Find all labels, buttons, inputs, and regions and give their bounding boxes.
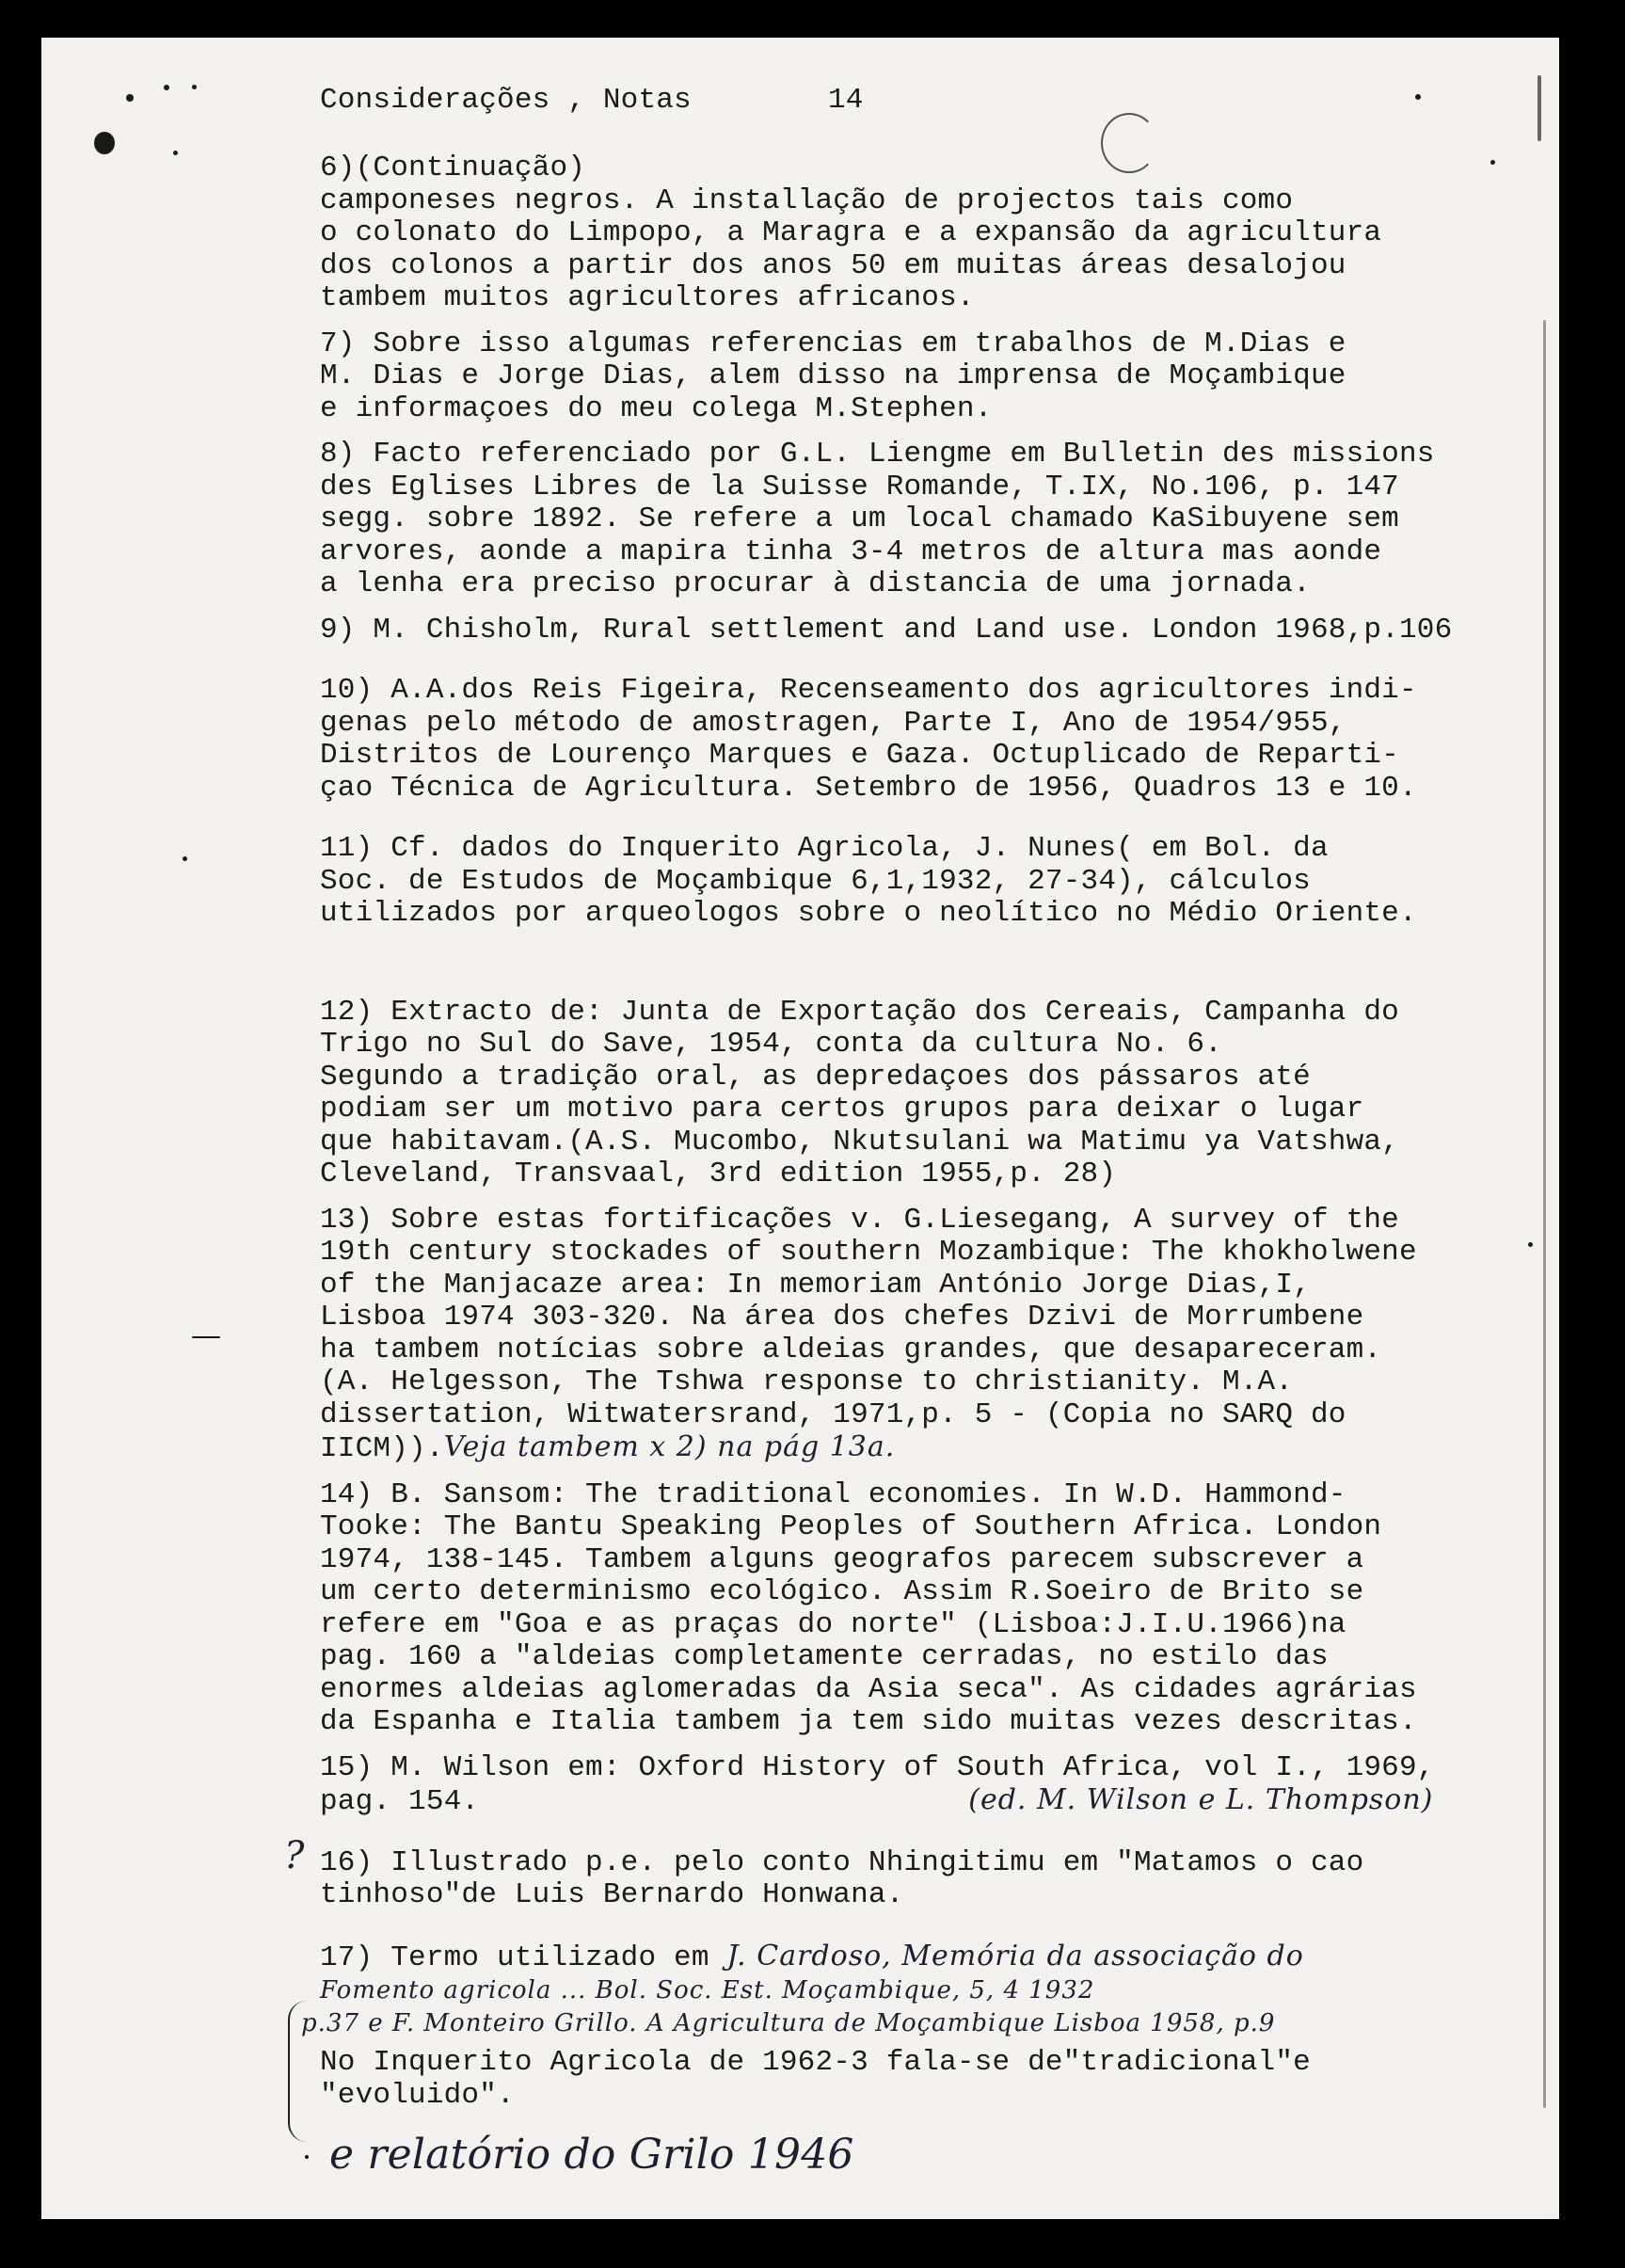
scan-speck [173,151,178,155]
note-line: "evoluido". [320,2078,515,2112]
handwritten-bracket [288,2001,309,2142]
scan-speck [183,856,187,861]
document-body [284,84,1559,2183]
scan-speck [192,1336,220,1338]
note-13 [320,1205,1559,1466]
note-line-start: 17) Termo utilizado em [320,1941,709,1974]
note-line: utilizados por arqueologos sobre o neolítico no Médio Oriente. [320,897,1417,930]
note-line: arvores, aonde a mapira tinha 3-4 metros de altura mas aonde [320,535,1382,568]
note-line: 9) M. Chisholm, Rural settlement and Land use. London 1968,p.106 [320,613,1453,647]
note-line: podiam ser um motivo para certos grupos para deixar o lugar [320,1093,1364,1126]
note-line: um certo determinismo ecológico. Assim R.Soeiro de Brito se [320,1575,1364,1608]
note-line: of the Manjacaze area: In memoriam António Jorge Dias,I, [320,1268,1311,1302]
document-page [41,38,1559,2219]
note-8 [320,439,1559,601]
page-title: Considerações , Notas [320,84,692,117]
note-line: (A. Helgesson, The Tshwa response to christianity. M.A. [320,1366,1294,1398]
note-12 [320,997,1559,1191]
note-16 [284,1833,1559,1912]
handwritten-annotation: Fomento agricola ... Bol. Soc. Est. Moçambique, 5, 4 1932 [320,1976,1095,2004]
note-line [320,1431,1559,1466]
page-number: 14 [828,84,864,117]
scan-speck [94,132,115,154]
note-line: o colonato do Limpopo, a Maragra e a expansão da agricultura [320,216,1382,249]
margin-question-mark: ? [284,1833,305,1877]
note-line: No Inquerito Agricola de 1962-3 fala-se de"tradicional"e [320,2046,1311,2079]
note-line-end: pag. 154. [320,1785,480,1818]
scan-speck [164,85,169,90]
note-7 [320,328,1559,426]
note-line: 12) Extracto de: Junta de Exportação dos Cereais, Campanha do [320,995,1399,1029]
note-10 [320,675,1559,805]
note-line: 10) A.A.dos Reis Figeira, Recenseamento dos agricultores indi- [320,674,1417,707]
page-header [320,85,1559,122]
note-line: enormes aldeias aglomeradas da Asia seca". As cidades agrárias [320,1672,1417,1706]
note-line: e informaçoes do meu colega M.Stephen. [320,391,993,425]
handwritten-annotation: J. Cardoso, Memória da associação do [726,1939,1304,1973]
note-line: 1974, 138-145. Tambem alguns geografos parecem subscrever a [320,1542,1364,1576]
note-9 [320,615,1559,647]
note-line: dos colonos a partir dos anos 50 em muitas áreas desalojou [320,248,1346,282]
note-line: M. Dias e Jorge Dias, alem disso na imprensa de Moçambique [320,359,1346,392]
note-line: refere em "Goa e as praças do norte" (Lisboa:J.I.U.1966)na [320,1607,1346,1641]
note-line: çao Técnica de Agricultura. Setembro de 1956, Quadros 13 e 10. [320,771,1417,805]
note-line: tinhoso"de Luis Bernardo Honwana. [320,1878,904,1911]
note-line: ha tambem notícias sobre aldeias grandes, que desapareceram. [320,1333,1382,1366]
note-line: a lenha era preciso procurar à distancia de uma jornada. [320,567,1311,600]
note-line: segg. sobre 1892. Se refere a um local chamado KaSibuyene sem [320,503,1399,535]
note-15 [320,1752,1559,1819]
note-line: 14) B. Sansom: The traditional economies. In W.D. Hammond- [320,1477,1346,1511]
note-line: da Espanha e Italia tambem ja tem sido muitas vezes descritas. [320,1705,1417,1738]
scan-speck [192,85,197,89]
note-line: Lisboa 1974 303-320. Na área dos chefes Dzivi de Morrumbene [320,1301,1364,1334]
note-line [320,1941,1559,1975]
handwritten-annotation: (ed. M. Wilson e L. Thompson) [968,1783,1434,1816]
note-line: Tooke: The Bantu Speaking Peoples of Southern Africa. London [320,1510,1382,1543]
note-line: Segundo a tradição oral, as depredaçoes dos pássaros até [320,1060,1311,1094]
note-line: Soc. de Estudos de Moçambique 6,1,1932, 27-34), cálculos [320,864,1311,898]
note-line [320,1784,1559,1819]
note-6 [320,152,1559,315]
note-line: Trigo no Sul do Save, 1954, conta da cultura No. 6. [320,1028,1222,1061]
note-line: 16) Illustrado p.e. pelo conto Nhingitimu em "Matamos o cao [320,1845,1364,1879]
scan-speck [305,2155,309,2159]
handwritten-annotation: e relatório do Grilo 1946 [329,2131,854,2179]
note-line: 7) Sobre isso algumas referencias em trabalhos de M.Dias e [320,327,1346,360]
note-line: Distritos de Lourenço Marques e Gaza. Octuplicado de Reparti- [320,739,1399,772]
note-17 [301,1939,1559,2040]
note-line: 19th century stockades of southern Mozambique: The khokholwene [320,1236,1417,1269]
note-14 [320,1479,1559,1739]
note-line: 8) Facto referenciado por G.L. Liengme em Bulletin des missions [320,438,1435,471]
note-line: genas pelo método de amostragen, Parte I, Ano de 1954/955, [320,706,1346,740]
note-line: des Eglises Libres de la Suisse Romande, T.IX, No.106, p. 147 [320,470,1399,503]
handwritten-annotation: p.37 e F. Monteiro Grillo. A Agricultura de Moçambique Lisboa 1958, p.9 [301,2008,1276,2037]
note-line: Cleveland, Transvaal, 3rd edition 1955,p. 28) [320,1158,1117,1190]
note-line: camponeses negros. A installação de projectos tais como [320,184,1294,217]
note-line-end: IICM)). [320,1432,444,1465]
note-11 [320,833,1559,931]
handwritten-annotation: Veja tambem x 2) na pág 13a. [443,1430,896,1463]
note-line: 11) Cf. dados do Inquerito Agricola, J. Nunes( em Bol. da [320,832,1329,865]
note-line: dissertation, Witwatersrand, 1971,p. 5 - (Copia no SARQ do [320,1398,1346,1431]
note-inquerito [320,2047,1559,2183]
note-line: 6)(Continuação) [320,152,586,184]
note-line: pag. 160 a "aldeias completamente cerradas, no estilo das [320,1640,1329,1673]
note-line: 15) M. Wilson em: Oxford History of South Africa, vol I., 1969, [320,1750,1435,1784]
note-line: tambem muitos agricultores africanos. [320,281,975,314]
note-line: que habitavam.(A.S. Mucombo, Nkutsulani wa Matimu ya Vatshwa, [320,1125,1399,1158]
scan-speck [126,94,134,102]
note-line: 13) Sobre estas fortificações v. G.Liesegang, A survey of the [320,1203,1399,1237]
